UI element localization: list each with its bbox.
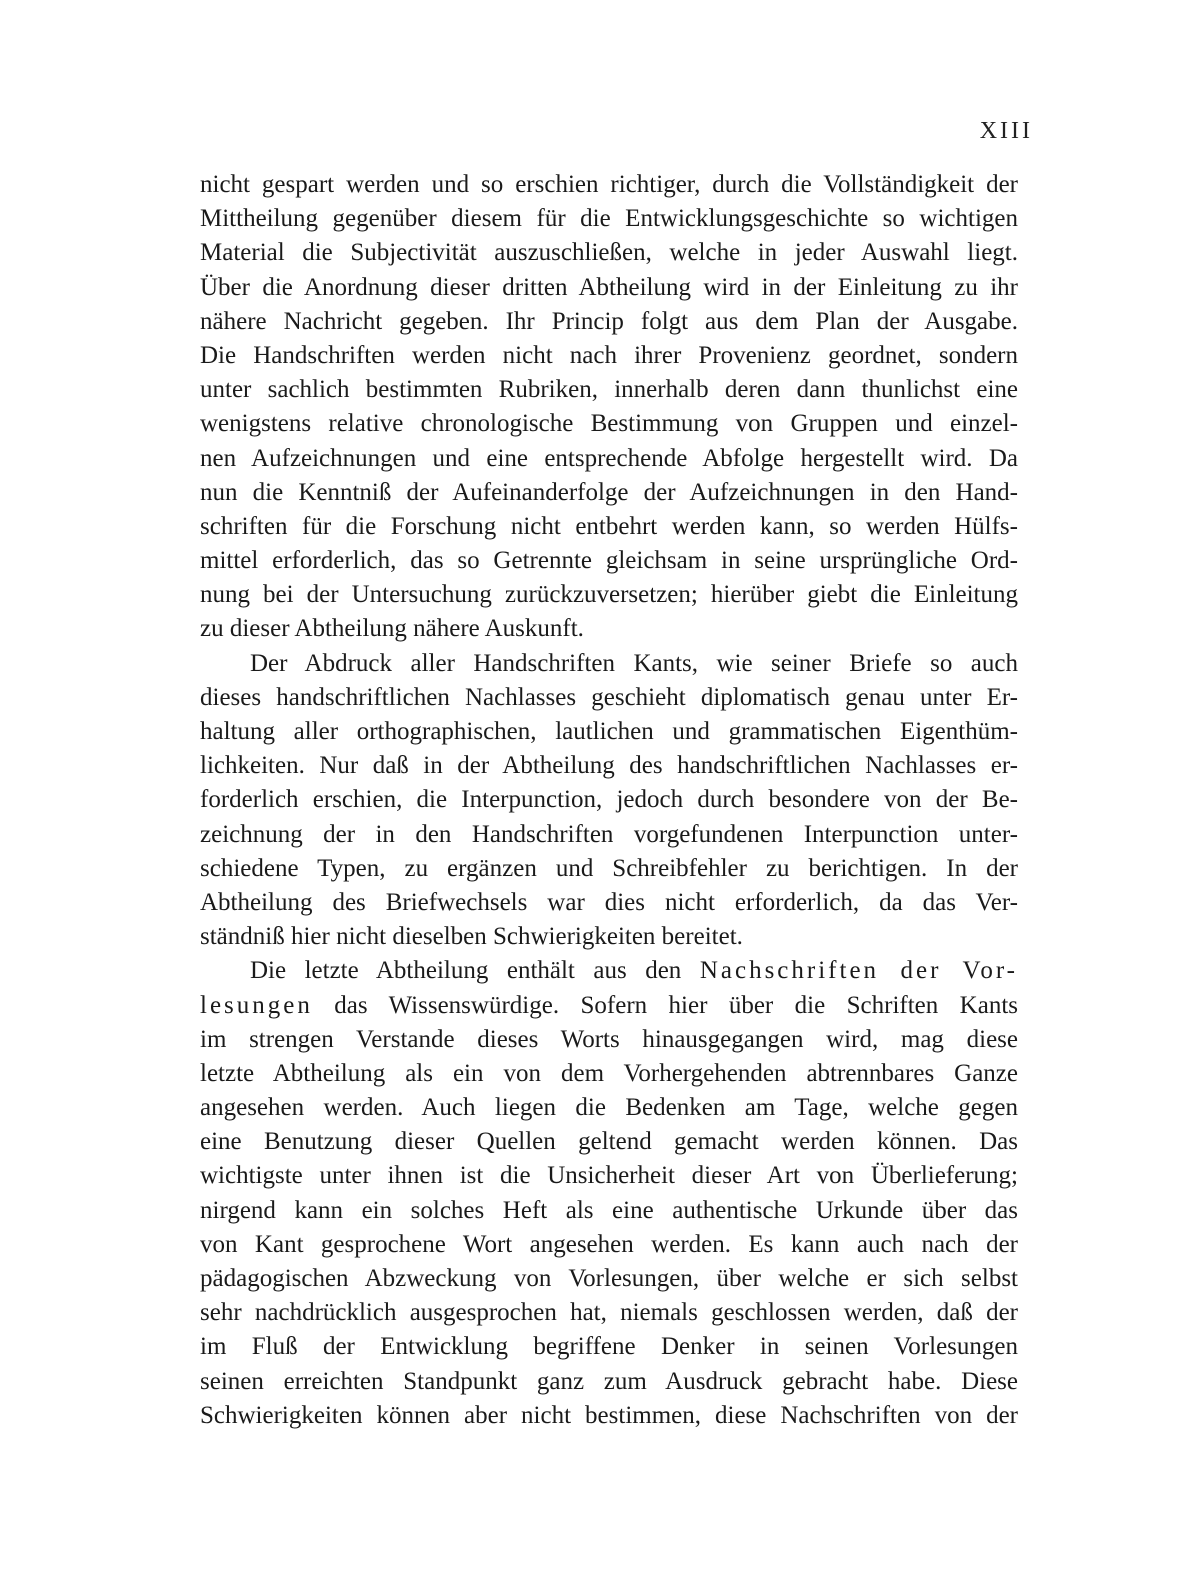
text-line: Mittheilung gegenüber diesem für die Entwicklungsgeschichte so wichtigen [200, 205, 1018, 233]
text-line: Der Abdruck aller Handschriften Kants, wie seiner Briefe so auch [250, 649, 1018, 677]
text-line: im Fluß der Entwicklung begriffene Denker in seinen Vorlesungen [200, 1333, 1018, 1361]
text-line: Abtheilung des Briefwechsels war dies nicht erforderlich, da das Ver- [200, 888, 1018, 916]
page-number: XIII [979, 118, 1033, 144]
text-line: im strengen Verstande dieses Worts hinausgegangen wird, mag diese [200, 1025, 1018, 1053]
text-line: letzte Abtheilung als ein von dem Vorhergehenden abtrennbares Ganze [200, 1059, 1018, 1087]
text-line: sehr nachdrücklich ausgesprochen hat, niemals geschlossen werden, daß der [200, 1299, 1018, 1327]
text-line: angesehen werden. Auch liegen die Bedenken am Tage, welche gegen [200, 1094, 1018, 1122]
text-line: ständniß hier nicht dieselben Schwierigkeiten bereitet. [200, 923, 743, 951]
body-text [200, 168, 1018, 1433]
text-line [200, 989, 1018, 1023]
text-line: zu dieser Abtheilung nähere Auskunft. [200, 615, 584, 643]
text-line: nirgend kann ein solches Heft als eine authentische Urkunde über das [200, 1196, 1018, 1224]
text-line: wenigstens relative chronologische Bestimmung von Gruppen und einzel- [200, 410, 1018, 438]
text-line: dieses handschriftlichen Nachlasses geschieht diplomatisch genau unter Er- [200, 683, 1018, 711]
text-line: nähere Nachricht gegeben. Ihr Princip folgt aus dem Plan der Ausgabe. [200, 307, 1018, 335]
text-line: eine Benutzung dieser Quellen geltend gemacht werden können. Das [200, 1128, 1018, 1156]
text-line: nun die Kenntniß der Aufeinanderfolge der Aufzeichnungen in den Hand- [200, 478, 1018, 506]
line-prefix: Die letzte Abtheilung enthält aus den [250, 957, 682, 985]
text-line: Schwierigkeiten können aber nicht bestimmen, diese Nachschriften von der [200, 1401, 1018, 1429]
text-line: haltung aller orthographischen, lautlichen und grammatischen Eigenthüm- [200, 718, 1018, 745]
text-line: schiedene Typen, zu ergänzen und Schreibfehler zu berichtigen. In der [200, 854, 1018, 882]
text-line: Die Handschriften werden nicht nach ihrer Provenienz geordnet, sondern [200, 341, 1018, 369]
text-line: Über die Anordnung dieser dritten Abtheilung wird in der Einleitung zu ihr [200, 273, 1018, 301]
text-line: forderlich erschien, die Interpunction, jedoch durch besondere von der Be- [200, 786, 1018, 814]
text-line: von Kant gesprochene Wort angesehen werden. Es kann auch nach der [200, 1230, 1018, 1258]
text-line: nicht gespart werden und so erschien richtiger, durch die Vollständigkeit der [200, 171, 1018, 198]
text-line: pädagogischen Abzweckung von Vorlesungen, über welche er sich selbst [200, 1265, 1018, 1292]
spaced-emphasis: lesungen [200, 991, 313, 1019]
text-line [200, 954, 1018, 988]
text-line: seinen erreichten Standpunkt ganz zum Ausdruck gebracht habe. Diese [200, 1367, 1018, 1395]
line-rest: das Wissenswürdige. Sofern hier über die Schriften Kants [334, 991, 1018, 1019]
text-line: nung bei der Untersuchung zurückzuversetzen; hierüber giebt die Einleitung [200, 581, 1018, 609]
text-line: schriften für die Forschung nicht entbehrt werden kann, so werden Hülfs- [200, 512, 1018, 540]
text-line: wichtigste unter ihnen ist die Unsicherheit dieser Art von Überlieferung; [200, 1162, 1018, 1190]
text-line: mittel erforderlich, das so Getrennte gleichsam in seine ursprüngliche Ord- [200, 547, 1018, 575]
text-line: Material die Subjectivität auszuschließen, welche in jeder Auswahl liegt. [200, 239, 1018, 267]
text-line: nen Aufzeichnungen und eine entsprechende Abfolge hergestellt wird. Da [200, 444, 1018, 472]
spaced-emphasis: Nachschriften der Vor- [699, 957, 1018, 985]
text-line: unter sachlich bestimmten Rubriken, innerhalb deren dann thunlichst eine [200, 376, 1018, 404]
text-line: lichkeiten. Nur daß in der Abtheilung des handschriftlichen Nachlasses er- [200, 752, 1018, 780]
text-line: zeichnung der in den Handschriften vorgefundenen Interpunction unter- [200, 820, 1018, 848]
